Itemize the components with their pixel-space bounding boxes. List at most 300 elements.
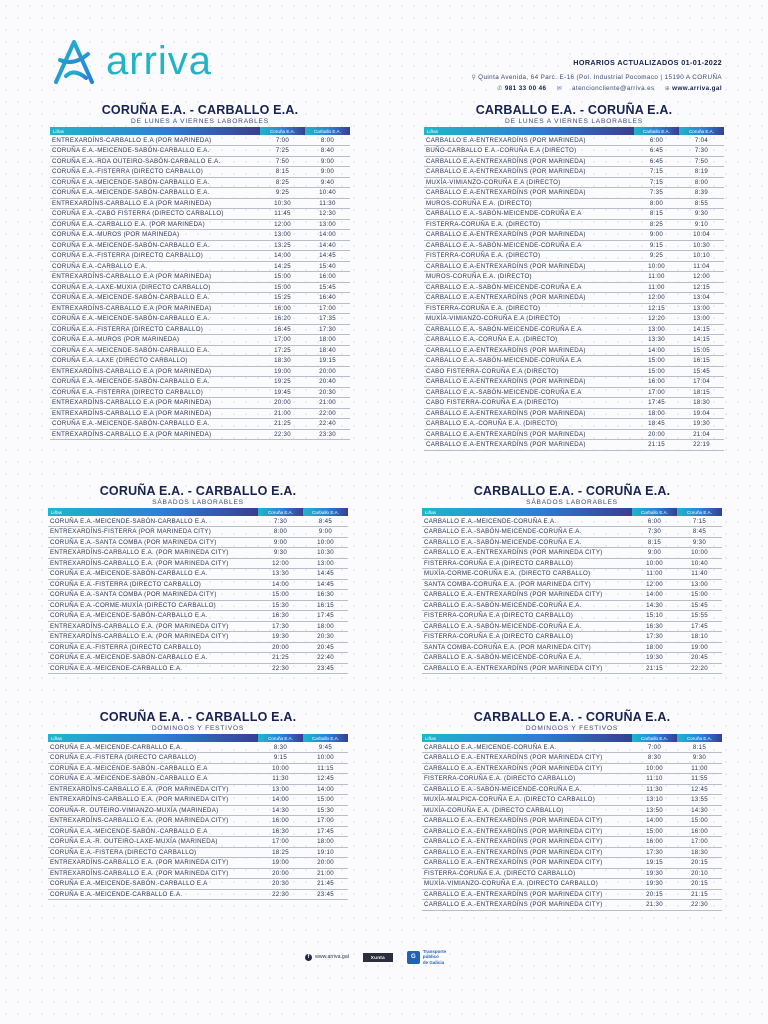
arrival-time: 18:10 [677, 632, 722, 643]
arrival-time: 8:00 [305, 135, 350, 146]
table-row [422, 621, 722, 632]
table-row [424, 345, 724, 356]
location-icon: ⚲ [471, 75, 477, 81]
table-row [50, 398, 350, 409]
table-row [424, 440, 724, 451]
table-row [48, 642, 348, 653]
table-row [424, 198, 724, 209]
route-cell: CORUÑA E.A.-MUROS (POR MARINEDA) [50, 230, 260, 241]
arrival-time: 13:00 [677, 579, 722, 590]
facebook-link[interactable]: f www.arriva.gal [305, 954, 349, 961]
table-row [48, 621, 348, 632]
table-row [422, 527, 722, 538]
arrival-time: 10:40 [677, 558, 722, 569]
route-cell: CARBALLO E.A.-ENTREXARDÍNS (POR MARINEDA CITY) [422, 837, 632, 848]
arrival-time: 18:30 [677, 847, 722, 858]
departure-time: 13:00 [260, 230, 305, 241]
arrival-time: 10:00 [303, 753, 348, 764]
address: ⚲ Quinta Avenida, 64 Parc. E-16 (Pol. Industrial Pocomaco | 15190 A CORUÑA [471, 74, 722, 81]
departure-time: 15:30 [258, 600, 303, 611]
route-cell: CORUÑA E.A.-MEICENDE-CARBALLO E.A. [48, 742, 258, 753]
departure-time: 19:30 [632, 868, 677, 879]
arrival-time: 14:30 [677, 805, 722, 816]
arrival-time: 22:00 [305, 408, 350, 419]
column-header-departure: Carballo E.A. [634, 127, 679, 135]
arrival-time: 14:45 [303, 569, 348, 580]
route-cell: CORUÑA E.A.-MEICENDE-SABÓN-CARBALLO E.A. [48, 653, 258, 664]
table-row [424, 303, 724, 314]
departure-time: 8:15 [634, 209, 679, 220]
route-cell: CARBALLO E.A.-SABÓN-MEICENDE-CORUÑA E.A [424, 240, 634, 251]
arrival-time: 19:10 [303, 847, 348, 858]
arrival-time: 11:30 [305, 198, 350, 209]
schedule-block-saturday-coruna-carballo [48, 484, 348, 674]
route-cell: CORUÑA E.A.-MEICENDE-CARBALLO E.A. [48, 663, 258, 674]
route-cell: CORUÑA E.A.-FISTERRA (DIRECTO CARBALLO) [50, 387, 260, 398]
departure-time: 20:00 [260, 398, 305, 409]
departure-time: 13:25 [260, 240, 305, 251]
departure-time: 21:15 [634, 440, 679, 451]
route-cell: ENTREXARDÍNS-CARBALLO E.A (POR MARINEDA) [50, 303, 260, 314]
table-row [50, 272, 350, 283]
arrival-time: 13:00 [303, 558, 348, 569]
route-cell: CARBALLO E.A.-MEICENDE-CORUÑA E.A. [422, 516, 632, 527]
departure-time: 13:00 [634, 324, 679, 335]
departure-time: 14:00 [258, 795, 303, 806]
table-row [424, 188, 724, 199]
table-row [422, 826, 722, 837]
column-header-route: Liñas [424, 127, 634, 135]
route-cell: ENTREXARDÍNS-CARBALLO E.A. (POR MARINEDA CITY) [48, 621, 258, 632]
route-cell: FISTERRA-CORUÑA E.A (DIRECTO CARBALLO) [422, 632, 632, 643]
arrival-time: 16:15 [303, 600, 348, 611]
table-row [50, 146, 350, 157]
departure-time: 9:00 [634, 230, 679, 241]
route-cell: MUROS-CORUÑA E.A. (DIRECTO) [424, 198, 634, 209]
table-row [422, 590, 722, 601]
table-row [422, 879, 722, 890]
arrival-time: 17:45 [303, 611, 348, 622]
table-row [422, 653, 722, 664]
table-row [424, 261, 724, 272]
departure-time: 22:30 [260, 429, 305, 440]
table-row [50, 335, 350, 346]
table-row [50, 198, 350, 209]
arrival-time: 12:15 [679, 282, 724, 293]
departure-time: 19:30 [632, 653, 677, 664]
departure-time: 11:00 [634, 282, 679, 293]
table-row [50, 366, 350, 377]
route-cell: CARBALLO E.A.-CORUÑA E.A. (DIRECTO) [424, 419, 634, 430]
route-cell: CARBALLO E.A.-ENTREXARDÍNS (POR MARINEDA CITY) [422, 763, 632, 774]
arrival-time: 22:20 [677, 663, 722, 674]
arrival-time: 19:30 [679, 419, 724, 430]
route-cell: SANTA COMBA-CORUÑA E.A. (POR MARINEDA CITY) [422, 579, 632, 590]
departure-time: 12:00 [632, 579, 677, 590]
route-cell: CORUÑA E.A.-CORME-MUXÍA (DIRECTO CARBALLO) [48, 600, 258, 611]
departure-time: 21:25 [258, 653, 303, 664]
arrival-time: 23:45 [303, 889, 348, 900]
route-cell: MUXÍA-CORUÑA E.A. (DIRECTO CARBALLO) [422, 805, 632, 816]
header-info [471, 58, 722, 94]
departure-time: 13:00 [258, 784, 303, 795]
table-row [48, 742, 348, 753]
table-row [424, 272, 724, 283]
table-row [424, 135, 724, 146]
departure-time: 22:30 [258, 889, 303, 900]
arrival-time: 18:30 [679, 398, 724, 409]
block-title: CARBALLO E.A. - CORUÑA E.A. [475, 103, 673, 117]
arrival-time: 10:04 [679, 230, 724, 241]
arrival-time: 15:45 [679, 366, 724, 377]
arrival-time: 9:00 [305, 167, 350, 178]
arrival-time: 10:40 [305, 188, 350, 199]
table-row [48, 889, 348, 900]
arrival-time: 13:04 [679, 293, 724, 304]
departure-time: 16:30 [632, 621, 677, 632]
block-title: CARBALLO E.A. - CORUÑA E.A. [473, 710, 671, 724]
departure-time: 19:45 [260, 387, 305, 398]
departure-time: 11:00 [634, 272, 679, 283]
route-cell: FISTERRA-CORUÑA E.A. (DIRECTO CARBALLO) [422, 774, 632, 785]
route-cell: CORUÑA E.A.-MEICENDE-SABÓN.-CARBALLO E.A [48, 763, 258, 774]
departure-time: 12:20 [634, 314, 679, 325]
arrival-time: 17:00 [677, 837, 722, 848]
departure-time: 15:00 [258, 590, 303, 601]
table-row [422, 868, 722, 879]
route-cell: CORUÑA E.A.-MEICENDE-CARBALLO E.A. [48, 889, 258, 900]
departure-time: 8:30 [258, 742, 303, 753]
table-row [424, 408, 724, 419]
table-row [422, 784, 722, 795]
table-row [48, 653, 348, 664]
arrival-time: 17:30 [305, 324, 350, 335]
arrival-time: 20:15 [677, 879, 722, 890]
arrival-time: 21:00 [305, 398, 350, 409]
table-row [48, 774, 348, 785]
arriva-logo [50, 34, 280, 90]
arrival-time: 9:00 [303, 527, 348, 538]
route-cell: CARBALLO E.A.-SABÓN-MEICENDE-CORUÑA E.A. [422, 527, 632, 538]
route-cell: ENTREXARDÍNS-CARBALLO E.A. (POR MARINEDA CITY) [48, 868, 258, 879]
table-row [50, 167, 350, 178]
schedule-table [422, 734, 722, 911]
table-header-row [50, 127, 350, 135]
arrival-time: 9:30 [679, 209, 724, 220]
table-row [424, 314, 724, 325]
departure-time: 8:15 [260, 167, 305, 178]
arrival-time: 13:00 [679, 303, 724, 314]
schedule-block-weekday-coruna-carballo [50, 103, 350, 440]
departure-time: 9:15 [258, 753, 303, 764]
departure-time: 8:15 [632, 537, 677, 548]
arrival-time: 14:15 [679, 324, 724, 335]
route-cell: ENTREXARDÍNS-CARBALLO E.A (POR MARINEDA) [50, 198, 260, 209]
arrival-time: 17:00 [303, 816, 348, 827]
route-cell: CARBALLO E.A.-ENTREXARDÍNS (POR MARINEDA CITY) [422, 548, 632, 559]
arrival-time: 20:30 [303, 632, 348, 643]
route-cell: ENTREXARDÍNS-CARBALLO E.A. (POR MARINEDA CITY) [48, 632, 258, 643]
route-cell: CORUÑA E.A.-SANTA COMBA (POR MARINEDA CITY) [48, 590, 258, 601]
departure-time: 7:00 [260, 135, 305, 146]
arrival-time: 11:00 [677, 763, 722, 774]
departure-time: 7:15 [634, 177, 679, 188]
column-header-arrival: Carballo E.A. [305, 127, 350, 135]
route-cell: ENTREXARDÍNS-CARBALLO E.A (POR MARINEDA) [50, 272, 260, 283]
route-cell: CORUÑA E.A.-MEICENDE-SABÓN-CARBALLO E.A. [48, 611, 258, 622]
table-row [50, 377, 350, 388]
departure-time: 8:30 [632, 753, 677, 764]
route-cell: CORUÑA E.A.-FISTERA (DIRECTO CARBALLO) [48, 847, 258, 858]
departure-time: 6:45 [634, 146, 679, 157]
column-header-arrival: Carballo E.A. [303, 734, 348, 742]
arrival-time: 20:00 [305, 366, 350, 377]
route-cell: CARBALLO E.A-ENTREXARDÍNS (POR MARINEDA) [424, 261, 634, 272]
departure-time: 7:25 [260, 146, 305, 157]
departure-time: 14:30 [258, 805, 303, 816]
arrival-time: 22:19 [679, 440, 724, 451]
route-cell: CARBALLO E.A.-ENTREXARDÍNS (POR MARINEDA CITY) [422, 816, 632, 827]
column-header-departure: Coruña E.A. [258, 734, 303, 742]
departure-time: 11:45 [260, 209, 305, 220]
departure-time: 17:30 [258, 621, 303, 632]
table-header-row [422, 508, 722, 516]
departure-time: 15:00 [260, 282, 305, 293]
arrival-time: 20:40 [305, 377, 350, 388]
table-row [48, 868, 348, 879]
arrival-time: 21:15 [677, 889, 722, 900]
block-title: CARBALLO E.A. - CORUÑA E.A. [473, 484, 671, 498]
schedule-block-saturday-carballo-coruna [422, 484, 722, 674]
departure-time: 16:00 [258, 816, 303, 827]
table-row [422, 537, 722, 548]
arrival-time: 15:30 [303, 805, 348, 816]
facebook-icon: f [305, 954, 312, 961]
departure-time: 14:00 [632, 816, 677, 827]
arrival-time: 9:40 [305, 177, 350, 188]
route-cell: CABO FISTERRA-CORUÑA E.A (DIRECTO) [424, 398, 634, 409]
route-cell: CARBALLO E.A.-CORUÑA E.A. (DIRECTO) [424, 335, 634, 346]
table-row [50, 293, 350, 304]
table-row [50, 324, 350, 335]
route-cell: ENTREXARDÍNS-CARBALLO E.A (POR MARINEDA) [50, 366, 260, 377]
departure-time: 6:00 [632, 516, 677, 527]
route-cell: CORUÑA E.A.-FISTERRA (DIRECTO CARBALLO) [50, 167, 260, 178]
table-row [424, 377, 724, 388]
route-cell: CORUÑA E.A.-CARBALLO E.A. [50, 261, 260, 272]
arrival-time: 17:35 [305, 314, 350, 325]
phone: 981 33 00 46 [504, 84, 547, 92]
table-row [48, 826, 348, 837]
schedule-table [422, 508, 722, 674]
block-subtitle: SÁBADOS LABORABLES [526, 499, 618, 506]
departure-time: 6:00 [634, 135, 679, 146]
route-cell: CORUÑA E.A.-LAXE (DIRECTO CARBALLO) [50, 356, 260, 367]
arrival-time: 17:45 [677, 621, 722, 632]
table-row [424, 356, 724, 367]
departure-time: 17:45 [634, 398, 679, 409]
departure-time: 19:15 [632, 858, 677, 869]
departure-time: 17:00 [258, 837, 303, 848]
block-title: CORUÑA E.A. - CARBALLO E.A. [99, 484, 297, 498]
arrival-time: 7:04 [679, 135, 724, 146]
departure-time: 17:25 [260, 345, 305, 356]
table-row [422, 774, 722, 785]
column-header-arrival: Coruña E.A. [677, 734, 722, 742]
block-subtitle: DOMINGOS Y FESTIVOS [151, 725, 245, 732]
table-row [424, 240, 724, 251]
transporte-galicia-logo: G Transporte público de Galicia [407, 949, 463, 966]
route-cell: FISTERRA-CORUÑA E.A (DIRECTO CARBALLO) [422, 611, 632, 622]
departure-time: 15:00 [632, 826, 677, 837]
departure-time: 21:15 [632, 663, 677, 674]
departure-time: 11:30 [632, 784, 677, 795]
arrival-time: 16:00 [305, 272, 350, 283]
arrival-time: 19:00 [677, 642, 722, 653]
departure-time: 11:30 [258, 774, 303, 785]
table-row [422, 795, 722, 806]
route-cell: CORUÑA E.A.-CABO FISTERRA (DIRECTO CARBALLO) [50, 209, 260, 220]
arrival-time: 8:15 [677, 742, 722, 753]
table-row [48, 537, 348, 548]
departure-time: 7:35 [634, 188, 679, 199]
route-cell: CORUÑA E.A.-MEICENDE-SABÓN.-CARBALLO E.A [48, 774, 258, 785]
table-row [50, 314, 350, 325]
phone-icon: ✆ [497, 85, 503, 92]
route-cell: CORUÑA E.A.-MEICENDE-SABÓN-CARBALLO E.A. [48, 569, 258, 580]
route-cell: CARBALLO E.A.-ENTREXARDÍNS (POR MARINEDA CITY) [422, 590, 632, 601]
departure-time: 10:00 [634, 261, 679, 272]
route-cell: CARBALLO E.A-ENTREXARDÍNS (POR MARINEDA) [424, 135, 634, 146]
arrival-time: 11:55 [677, 774, 722, 785]
departure-time: 10:00 [258, 763, 303, 774]
arrival-time: 18:40 [305, 345, 350, 356]
route-cell: ENTREXARDÍNS-CARBALLO E.A. (POR MARINEDA CITY) [48, 548, 258, 559]
arrival-time: 20:45 [303, 642, 348, 653]
route-cell: CORUÑA E.A.-MEICENDE-SABÓN-CARBALLO E.A. [50, 240, 260, 251]
block-subtitle: DE LUNES A VIERNES LABORABLES [131, 118, 269, 125]
departure-time: 11:00 [632, 569, 677, 580]
route-cell: ENTREXARDÍNS-CARBALLO E.A. (POR MARINEDA CITY) [48, 816, 258, 827]
route-cell: MUXÍA-VIMIANZO-CORUÑA E.A (DIRECTO) [424, 314, 634, 325]
route-cell: MUXÍA-VIMIANZO-CORUÑA E.A (DIRECTO) [424, 177, 634, 188]
route-cell: ENTREXARDÍNS-CARBALLO E.A (POR MARINEDA) [50, 429, 260, 440]
departure-time: 8:00 [258, 527, 303, 538]
arrival-time: 19:15 [305, 356, 350, 367]
column-header-arrival: Coruña E.A. [677, 508, 722, 516]
arrival-time: 8:39 [679, 188, 724, 199]
galicia-transport-icon: G [407, 951, 420, 964]
column-header-arrival: Carballo E.A. [303, 508, 348, 516]
arrival-time: 17:04 [679, 377, 724, 388]
route-cell: CARBALLO E.A-ENTREXARDÍNS (POR MARINEDA) [424, 440, 634, 451]
route-cell: CORUÑA E.A.-MEICENDE-SABÓN-CARBALLO E.A. [50, 314, 260, 325]
arrival-time: 11:40 [677, 569, 722, 580]
arrival-time: 20:10 [677, 868, 722, 879]
route-cell: CORUÑA E.A.-MEICENDE-SABÓN-CARBALLO E.A. [50, 293, 260, 304]
table-row [48, 816, 348, 827]
route-cell: CORUÑA E.A.-MEICENDE-SABÓN-CARBALLO E.A. [50, 146, 260, 157]
arrival-time: 18:00 [303, 621, 348, 632]
table-row [50, 135, 350, 146]
arrival-time: 11:15 [303, 763, 348, 774]
web-link[interactable]: www.arriva.gal [672, 84, 722, 92]
table-row [422, 516, 722, 527]
departure-time: 8:25 [260, 177, 305, 188]
departure-time: 14:00 [632, 590, 677, 601]
column-header-route: Liñas [422, 508, 632, 516]
table-header-row [48, 734, 348, 742]
route-cell: CORUÑA E.A.-FISTERRA (DIRECTO CARBALLO) [50, 251, 260, 262]
departure-time: 18:00 [632, 642, 677, 653]
block-subtitle: SÁBADOS LABORABLES [152, 499, 244, 506]
table-row [50, 188, 350, 199]
arrival-time: 15:55 [677, 611, 722, 622]
arrival-time: 13:00 [305, 219, 350, 230]
table-row [422, 889, 722, 900]
arrival-time: 21:04 [679, 429, 724, 440]
arrival-time: 8:40 [305, 146, 350, 157]
arrival-time: 12:30 [305, 209, 350, 220]
table-row [48, 805, 348, 816]
departure-time: 13:30 [258, 569, 303, 580]
departure-time: 16:00 [260, 303, 305, 314]
departure-time: 17:30 [632, 632, 677, 643]
table-row [50, 177, 350, 188]
departure-time: 17:30 [632, 847, 677, 858]
table-row [424, 146, 724, 157]
arrival-time: 9:00 [305, 156, 350, 167]
arrival-time: 14:15 [679, 335, 724, 346]
route-cell: CARBALLO E.A.-SABÓN-MEICENDE-CORUÑA E.A [424, 387, 634, 398]
arrival-time: 12:00 [679, 272, 724, 283]
table-row [424, 387, 724, 398]
route-cell: MUXÍA-CORME-CORUÑA E.A. (DIRECTO CARBALLO) [422, 569, 632, 580]
table-row [48, 600, 348, 611]
arrival-time: 22:30 [677, 900, 722, 911]
table-row [422, 579, 722, 590]
table-row [424, 366, 724, 377]
departure-time: 20:00 [634, 429, 679, 440]
email-icon: ✉ [556, 85, 563, 92]
svg-text:arriva: arriva [106, 39, 213, 83]
route-cell: MUXÍA-MALPICA-CORUÑA E.A. (DIRECTO CARBALLO) [422, 795, 632, 806]
departure-time: 20:30 [258, 879, 303, 890]
table-row [424, 429, 724, 440]
departure-time: 6:45 [634, 156, 679, 167]
departure-time: 10:00 [632, 558, 677, 569]
route-cell: CARBALLO E.A.-ENTREXARDÍNS (POR MARINEDA CITY) [422, 900, 632, 911]
arrival-time: 16:15 [679, 356, 724, 367]
arrival-time: 10:00 [677, 548, 722, 559]
route-cell: CARBALLO E.A.-ENTREXARDÍNS (POR MARINEDA CITY) [422, 847, 632, 858]
column-header-departure: Carballo E.A. [632, 508, 677, 516]
departure-time: 9:25 [634, 251, 679, 262]
departure-time: 15:00 [634, 366, 679, 377]
arrival-time: 9:10 [679, 219, 724, 230]
table-row [50, 251, 350, 262]
email-link[interactable]: atencioncliente@arriva.es [572, 84, 655, 92]
departure-time: 9:15 [634, 240, 679, 251]
schedule-table [48, 734, 348, 900]
arrival-time: 14:00 [303, 784, 348, 795]
table-row [50, 356, 350, 367]
departure-time: 18:30 [260, 356, 305, 367]
column-header-departure: Coruña E.A. [258, 508, 303, 516]
table-row [424, 419, 724, 430]
table-row [424, 251, 724, 262]
departure-time: 7:15 [634, 167, 679, 178]
